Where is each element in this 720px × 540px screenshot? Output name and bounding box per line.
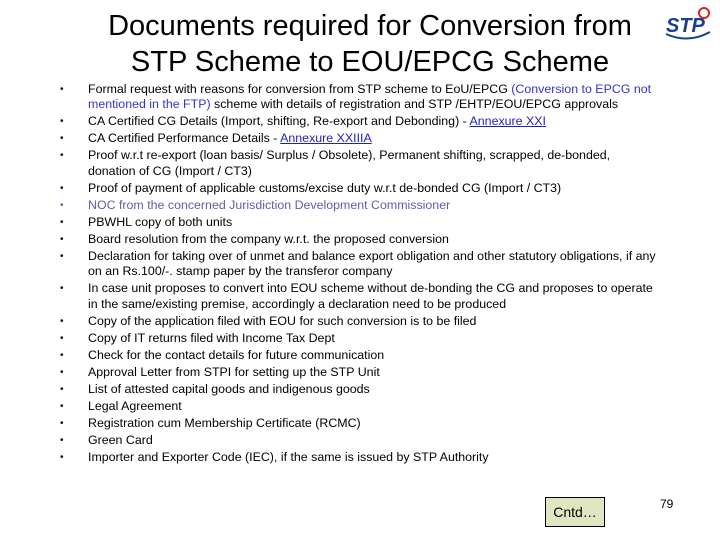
item-text: Board resolution from the company w.r.t. the proposed conversion [88, 231, 449, 246]
slide-title [70, 8, 670, 80]
item-text: Registration cum Membership Certificate (RCMC) [88, 415, 361, 430]
bullet-icon: • [60, 182, 64, 194]
list-item [60, 131, 660, 146]
list-item [60, 416, 660, 431]
list-item [60, 348, 660, 363]
bullet-icon: • [60, 283, 64, 295]
list-item [60, 249, 660, 280]
list-item [60, 281, 660, 312]
bullet-icon: • [60, 133, 64, 145]
item-text: Check for the contact details for future communication [88, 347, 385, 362]
list-item [60, 198, 660, 213]
stp-logo [660, 4, 716, 44]
title-line-1: Documents required for Conversion from [108, 10, 632, 42]
item-text: Copy of the application filed with EOU for such conversion is to be filed [88, 313, 477, 328]
bullet-icon: • [60, 366, 64, 378]
bullet-icon: • [60, 199, 64, 211]
bullet-icon: • [60, 250, 64, 262]
list-item [60, 82, 660, 113]
item-text: Importer and Exporter Code (IEC), if the same is issued by STP Authority [88, 449, 489, 464]
list-item [60, 215, 660, 230]
list-item [60, 114, 660, 129]
list-item [60, 399, 660, 414]
bullet-icon: • [60, 216, 64, 228]
list-item [60, 382, 660, 397]
list-item [60, 331, 660, 346]
page-number: 79 [660, 497, 674, 511]
continued-button[interactable]: Cntd… [545, 497, 605, 527]
item-text: CA Certified Performance Details - [88, 131, 281, 146]
bullet-icon: • [60, 400, 64, 412]
item-text: Green Card [88, 432, 153, 447]
bullet-icon: • [60, 417, 64, 429]
epcg-note: (Conversion to EPCG not mentioned in the FTP) [88, 82, 652, 112]
bullet-icon: • [60, 451, 64, 463]
list-item [60, 433, 660, 448]
item-text: Formal request with reasons for conversion from STP scheme to EoU/EPCG [88, 82, 512, 96]
item-text: Proof of payment of applicable customs/excise duty w.r.t de-bonded CG (Import / CT3) [88, 180, 562, 195]
item-text: NOC from the concerned Jurisdiction Development Commissioner [88, 197, 451, 212]
item-text: Proof w.r.t re-export (loan basis/ Surplus / Obsolete), Permanent shifting, scrapped, de-bonded, donation of CG (Import / CT3) [88, 148, 611, 178]
annexure-xxiiia-link[interactable]: Annexure XXIIIA [280, 131, 372, 146]
list-item [60, 450, 660, 465]
list-item [60, 148, 660, 179]
item-text: scheme with details of registration and STP /EHTP/EOU/EPCG approvals [210, 97, 619, 112]
bullet-icon: • [60, 349, 64, 361]
stp-logo-text: STP [666, 15, 705, 37]
item-text: Declaration for taking over of unmet and balance export obligation and other statutory obligations, if any on an Rs.100/-. stamp paper by the transferor company [88, 248, 656, 279]
item-text: Copy of IT returns filed with Income Tax Dept [88, 330, 335, 345]
item-text: In case unit proposes to convert into EOU scheme without de-bonding the CG and proposes to operate in the same/existing premise, accordingly a declaration need to be produced [88, 281, 653, 311]
item-text: Legal Agreement [88, 398, 182, 413]
bullet-icon: • [60, 84, 64, 95]
bullet-icon: • [60, 150, 64, 162]
item-text: List of attested capital goods and indigenous goods [88, 381, 370, 396]
list-item [60, 232, 660, 247]
item-text: CA Certified CG Details (Import, shifting, Re-export and Debonding) - [88, 114, 470, 129]
annexure-xxi-link[interactable]: Annexure XXI [469, 114, 546, 129]
bullet-icon: • [60, 116, 64, 128]
list-item [60, 314, 660, 329]
bullet-icon: • [60, 332, 64, 344]
bullet-icon: • [60, 233, 64, 245]
list-item [60, 181, 660, 196]
bullet-icon: • [60, 383, 64, 395]
item-text: Approval Letter from STPI for setting up the STP Unit [88, 364, 380, 379]
list-item [60, 365, 660, 380]
document-list [60, 82, 660, 467]
item-text: PBWHL copy of both units [88, 214, 233, 229]
bullet-icon: • [60, 315, 64, 327]
title-line-2: STP Scheme to EOU/EPCG Scheme [130, 46, 610, 78]
bullet-icon: • [60, 434, 64, 446]
